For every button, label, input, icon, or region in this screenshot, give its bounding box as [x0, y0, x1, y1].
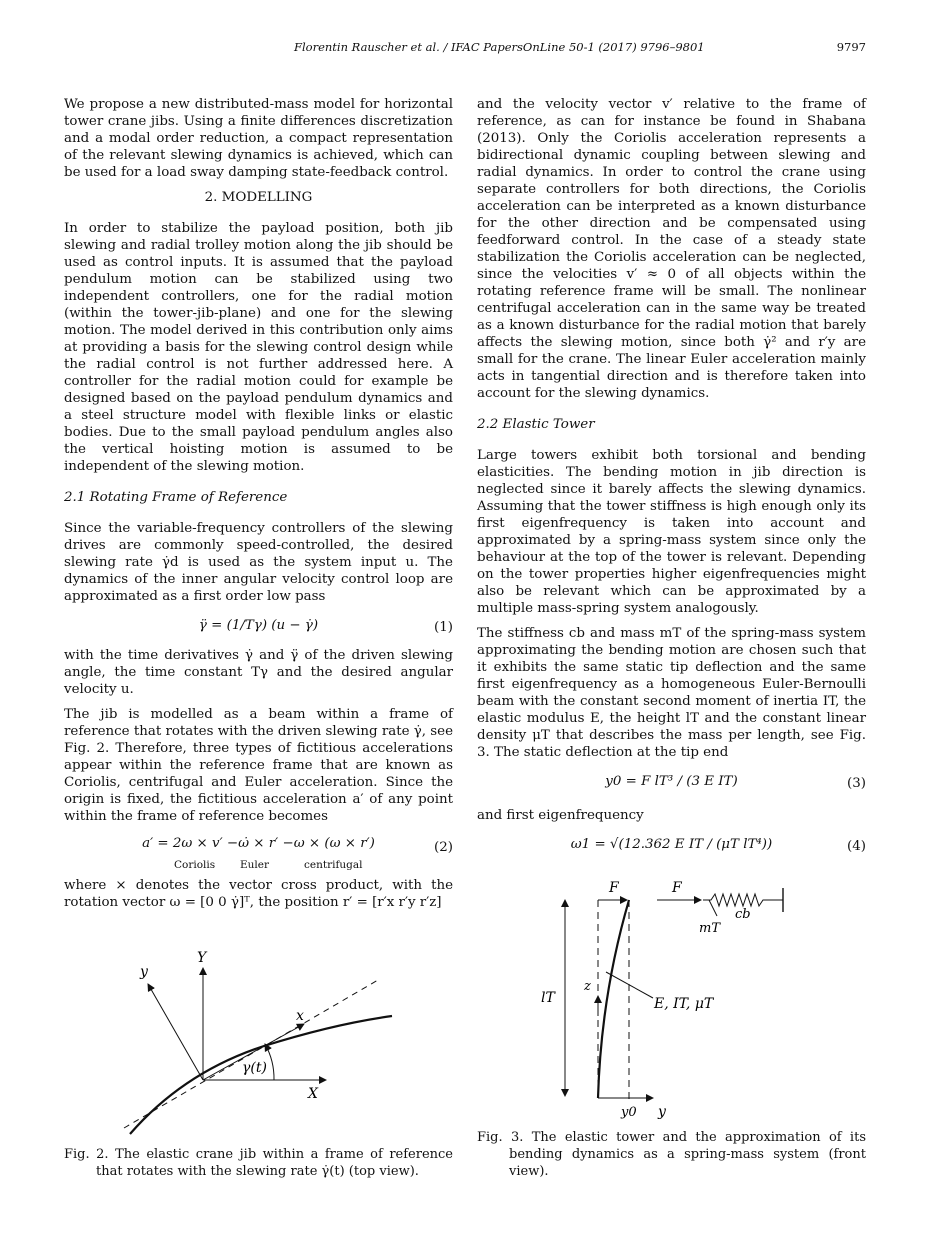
equation-2-expression: a′ = 2ω × v′ −ω̇ × r′ −ω × (ω × r′) [142, 836, 375, 851]
fig3-label-mT: mT [699, 921, 720, 936]
left-column [64, 96, 453, 919]
paragraph-2-2-a: Large towers exhibit both torsional and bending elasticities. The bending motion in jib direction is neglected since it barely affects the slewing dynamics. Assuming that the tower stiffness is high enough only its first eigenfrequency is taken into account and approximated by a spring-mass system since only the behaviour at the top of the tower is relevant. Depending on the tower properties higher eigenfrequencies might also be relevant which can be approximated by a multiple mass-spring system analogously. [477, 448, 866, 616]
running-title: Florentin Rauscher et al. / IFAC PapersOnLine 50-1 (2017) 9796–9801 [294, 40, 705, 54]
equation-1 [64, 613, 453, 643]
fig2-label-X: X [308, 1086, 318, 1102]
paragraph-continued: and the velocity vector v′ relative to the frame of reference, as can for instance be found in Shabana (2013). Only the Coriolis acceleration represents a bidirectional dynamic coupling between slewing and radial dynamics. In order to control the crane using separate controllers for both directions, the Coriolis acceleration can be interpreted as a known disturbance for the other direction and be compensated using feedforward control. In the case of a steady state stabilization the Coriolis acceleration can be neglected, since the velocities v′ ≈ 0 of all objects within the rotating reference frame will be small. The nonlinear centrifugal acceleration can in the same way be treated as a known disturbance for the radial motion that barely affects the slewing motion, since both γ̇² and r′y are small for the crane. The linear Euler acceleration mainly acts in tangential direction and is therefore taken into account for the slewing dynamics. [477, 97, 866, 401]
running-header [64, 39, 866, 57]
equation-3 [477, 769, 866, 803]
equation-2 [64, 833, 453, 873]
figure-3-caption-label: Fig. 3. [477, 1130, 524, 1145]
fig2-label-x: x [296, 1008, 304, 1024]
equation-3-number: (3) [847, 776, 866, 791]
fig3-label-lT: lT [541, 990, 555, 1006]
fig3-label-z: z [584, 979, 591, 994]
equation-4-expression: ω1 = √(12.362 E IT / (μT lT⁴)) [570, 837, 773, 852]
fig3-label-properties: E, IT, μT [654, 996, 714, 1012]
subsection-2-2-title: 2.2 Elastic Tower [477, 417, 595, 432]
fig3-spring [703, 894, 783, 906]
fig2-y-axis [148, 984, 203, 1080]
right-column [477, 96, 866, 872]
figure-3 [477, 876, 866, 1122]
intro-paragraph: We propose a new distributed-mass model for horizontal tower crane jibs. Using a finite differences discretization and a modal order reduction, a compact representation of the relevant slewing dynamics is achieved, which can be used for a load sway damping state-feedback control. [64, 97, 453, 180]
fig3-label-F-arrow: F [672, 880, 682, 896]
fig2-label-Y: Y [197, 950, 207, 966]
section-title: 2. MODELLING [204, 190, 313, 205]
equation-2-label-coriolis: Coriolis [174, 859, 216, 871]
paragraph-2-1-d: where × denotes the vector cross product, with the rotation vector ω = [0 0 γ̇]ᵀ, the position r′ = [r′x r′y r′z] [64, 878, 453, 910]
fig2-dashed-axis [124, 980, 378, 1128]
figure-3-caption-text: The elastic tower and the approximation of its bending dynamics as a spring-mass system (front view). [509, 1130, 866, 1179]
equation-1-number: (1) [434, 620, 453, 635]
paragraph-2-2-b: The stiffness cb and mass mT of the spring-mass system approximating the bending motion are chosen such that it exhibits the same static tip deflection and the same first eigenfrequency as a homogeneous Euler-Bernoulli beam with the constant second moment of inertia IT, the elastic modulus E, the height lT and the constant linear density μT that describes the mass per length, see Fig. 3. The static deflection at the tip end [477, 626, 866, 760]
equation-4-number: (4) [847, 839, 866, 854]
fig3-mass-marker [709, 900, 717, 916]
paragraph-2-2-c: and first eigenfrequency [477, 808, 644, 823]
fig3-label-y0: y0 [621, 1105, 637, 1120]
paragraph-2-1-a: Since the variable-frequency controllers of the slewing drives are commonly speed-controlled, the desired slewing rate γ̇d is used as the system input u. The dynamics of the inner angular velocity control loop are approximated as a first order low pass [64, 521, 453, 604]
figure-2-caption-text: The elastic crane jib within a frame of reference that rotates with the slewing rate γ̇(t) (top view). [96, 1147, 453, 1179]
figure-2 [64, 940, 453, 1140]
equation-1-expression: γ̈ = (1/Tγ) (u − γ̇) [198, 618, 319, 633]
fig3-label-F-top: F [609, 880, 619, 896]
figure-3-diagram [477, 876, 866, 1122]
fig3-label-cb: cb [735, 907, 751, 922]
figure-2-caption-label: Fig. 2. [64, 1147, 109, 1162]
figure-2-diagram [64, 940, 453, 1140]
fig3-bent-tower [598, 900, 629, 1098]
paragraph-2-1-c: The jib is modelled as a beam within a frame of reference that rotates with the driven slewing rate γ̇, see Fig. 2. Therefore, three types of fictitious accelerations appear within the reference frame that are known as Coriolis, centrifugal and Euler acceleration. Since the origin is fixed, the fictitious acceleration a′ of any point within the frame of reference becomes [64, 707, 454, 824]
fig2-label-y: y [140, 964, 148, 980]
modelling-paragraph: In order to stabilize the payload position, both jib slewing and radial trolley motion along the jib should be used as control inputs. It is assumed that the payload pendulum motion can be stabilized using two independent controllers, one for the radial motion (within the tower-jib-plane) and one for the slewing motion. The model derived in this contribution only aims at providing a basis for the slewing control design while the radial control is not further addressed here. A controller for the radial motion could for example be designed based on the payload pendulum dynamics and a steel structure model with flexible links or elastic bodies. Due to the small payload pendulum angles also the vertical hoisting motion is assumed to be independent of the slewing motion. [64, 221, 453, 474]
page-number: 9797 [836, 40, 866, 54]
fig2-label-gamma: γ(t) [242, 1060, 267, 1076]
equation-2-number: (2) [434, 840, 453, 855]
figure-2-caption [64, 1146, 453, 1180]
paragraph-2-1-b: with the time derivatives γ̇ and γ̈ of the driven slewing angle, the time constant Tγ and the desired angular velocity u. [64, 648, 453, 697]
figure-3-caption [477, 1129, 866, 1180]
equation-3-expression: y0 = F lT³ / (3 E IT) [605, 774, 738, 789]
subsection-2-1-title: 2.1 Rotating Frame of Reference [64, 490, 288, 505]
equation-2-label-centrifugal: centrifugal [304, 859, 363, 871]
fig3-label-y: y [658, 1104, 666, 1120]
equation-4 [477, 832, 866, 868]
equation-2-label-euler: Euler [240, 859, 270, 871]
